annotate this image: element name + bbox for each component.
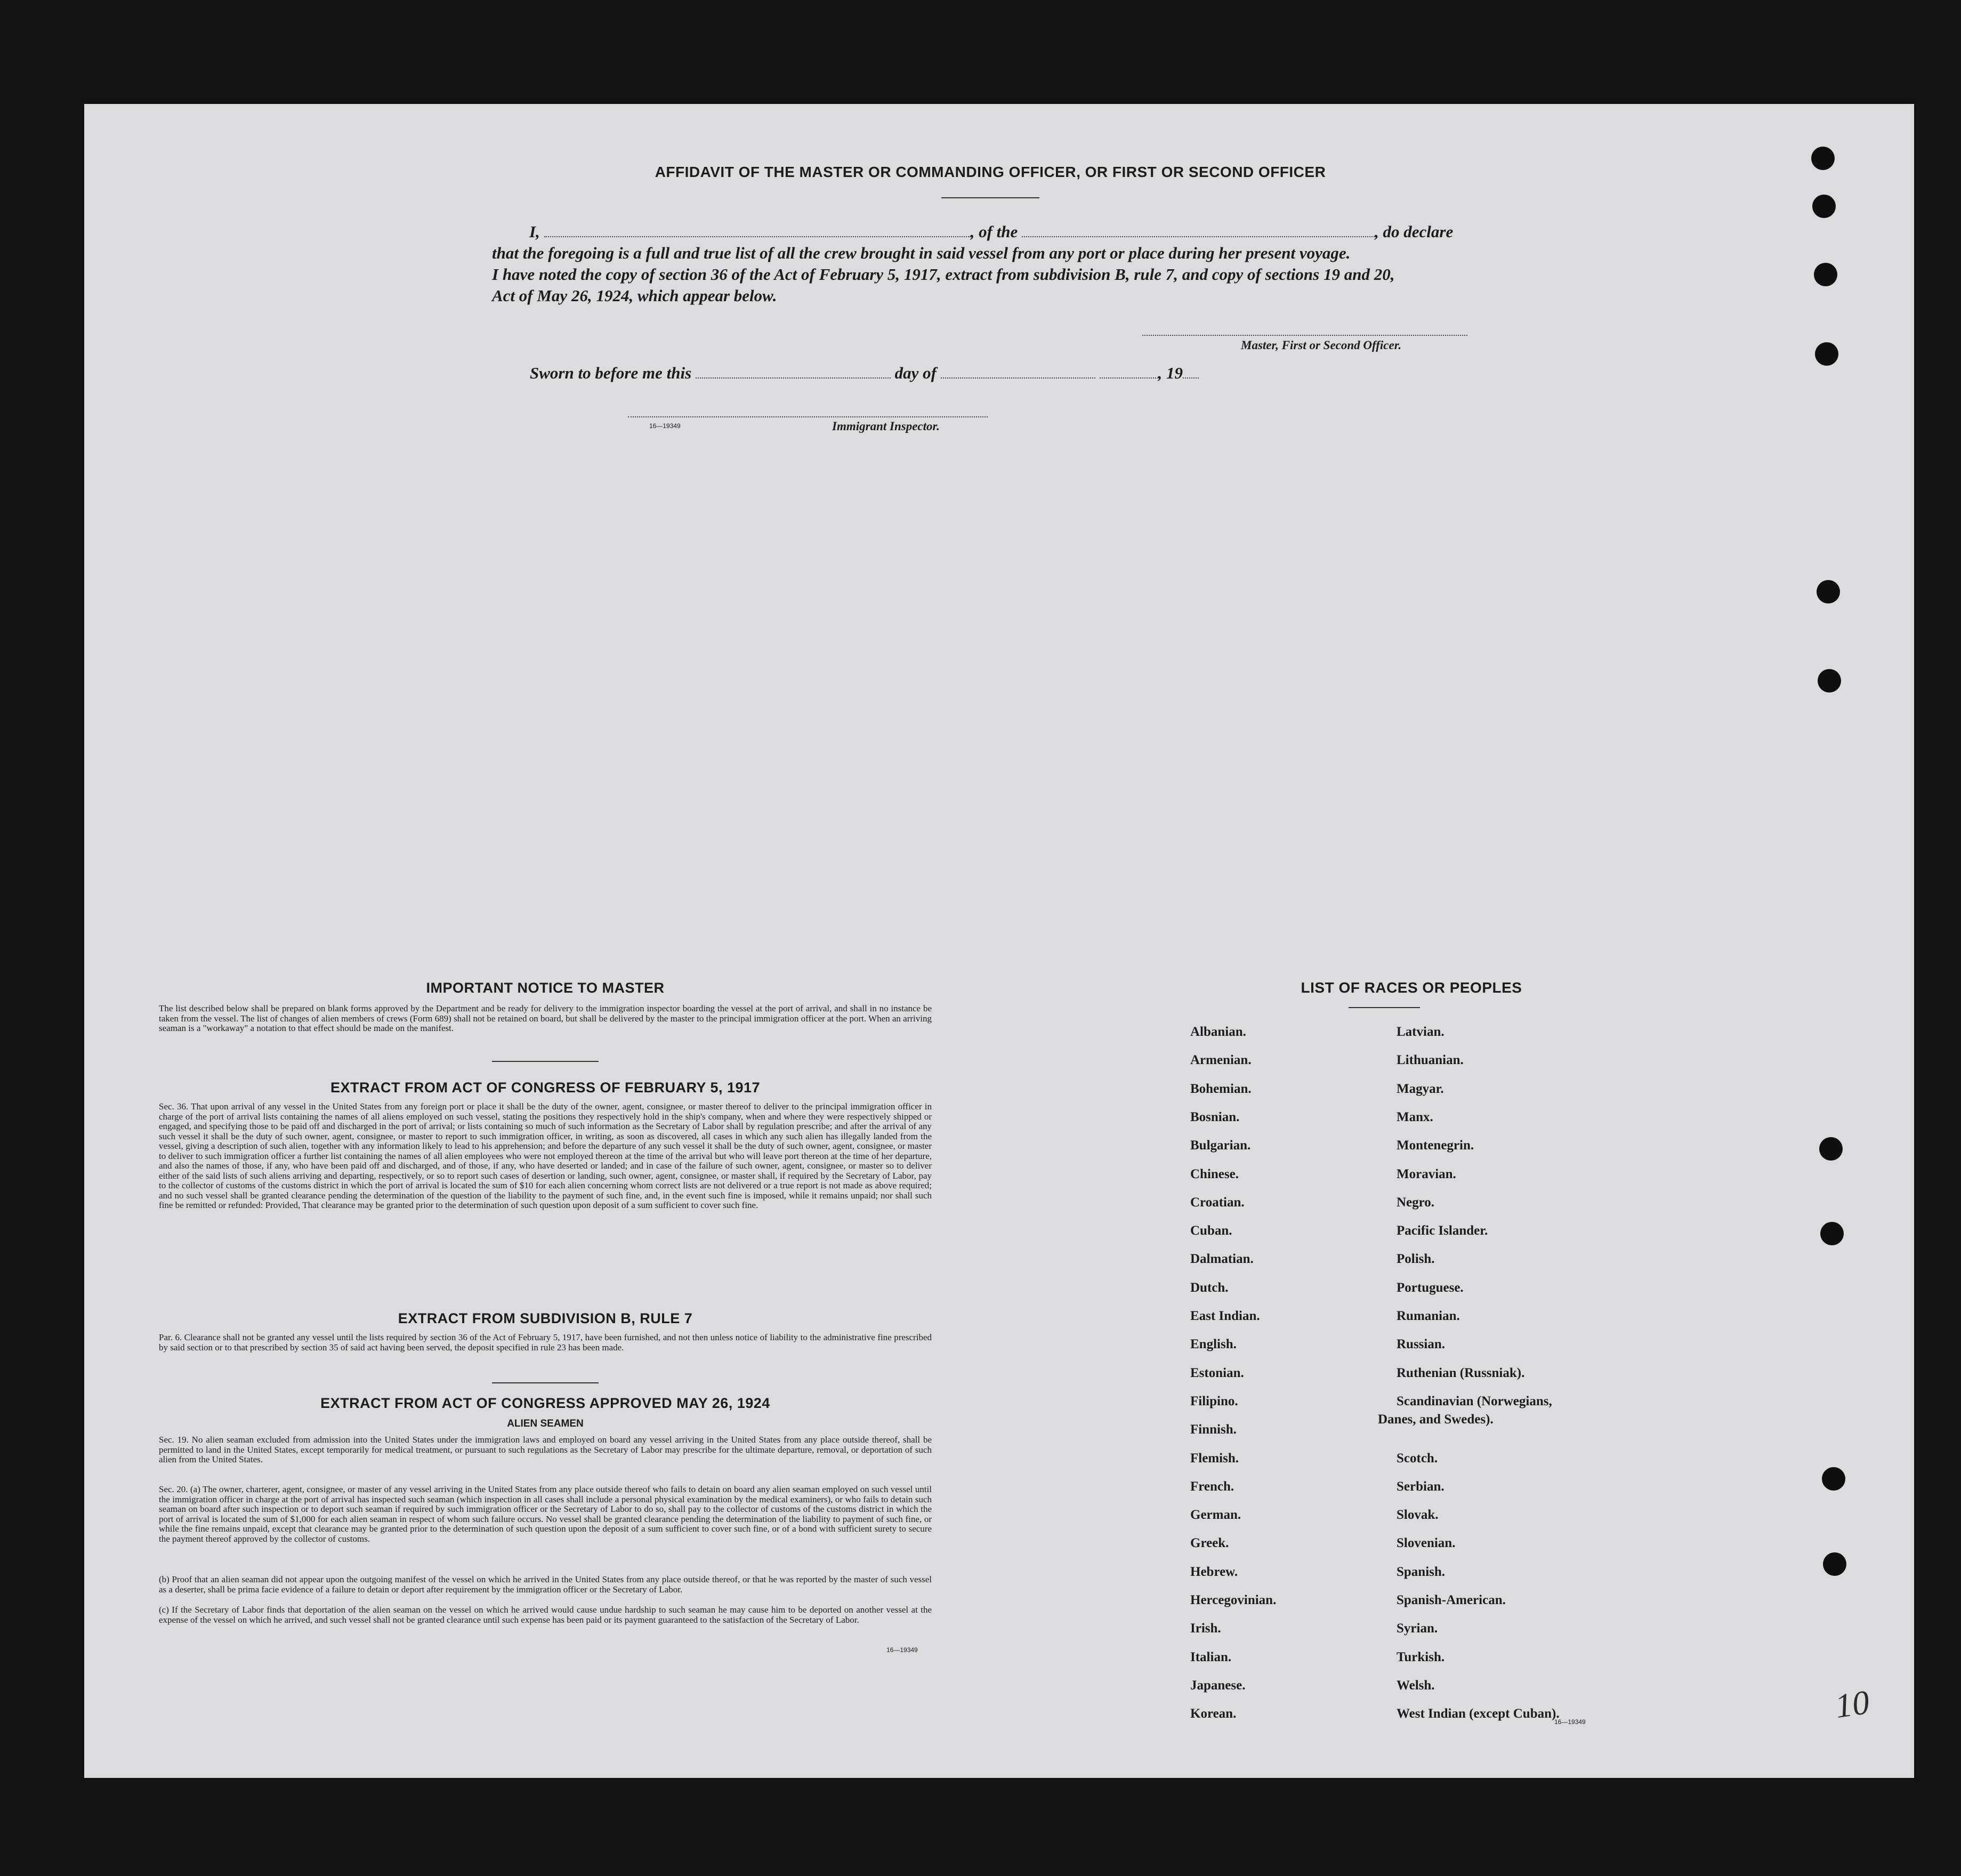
race-item-left: Bosnian. [1190,1109,1240,1124]
race-item-right: Syrian. [1397,1621,1438,1636]
affidavit-line-4: Act of May 26, 1924, which appear below. [492,286,777,305]
master-signature-line[interactable] [1142,334,1467,336]
race-scandinavian-continued: Danes, and Swedes). [1378,1412,1494,1427]
binder-hole [1819,1137,1843,1161]
race-item-left: Greek. [1190,1536,1229,1551]
binder-hole [1814,263,1837,286]
race-item-right: Scotch. [1397,1451,1438,1466]
race-item-left: Croatian. [1190,1195,1245,1210]
race-item-right: Russian. [1397,1337,1446,1352]
race-item-left: Irish. [1190,1621,1221,1636]
binder-hole [1812,195,1836,218]
master-label: Master, First or Second Officer. [1241,339,1402,352]
race-item-right: Lithuanian. [1397,1053,1464,1068]
year-prefix: , 19 [1158,364,1183,382]
race-item-left: Armenian. [1190,1053,1252,1068]
binder-hole [1815,342,1838,366]
extract-form-number: 16—19349 [886,1646,918,1654]
race-item-right: Montenegrin. [1397,1138,1474,1153]
binder-hole [1817,580,1840,603]
race-item-right: Rumanian. [1397,1309,1460,1323]
month-blank[interactable] [941,377,1095,379]
races-divider [1349,1007,1420,1008]
title-divider [941,197,1039,198]
extract-1917-title: EXTRACT FROM ACT OF CONGRESS OF FEBRUARY 5, 1917 [330,1080,761,1096]
extract-1924-sec20a: Sec. 20. (a) The owner, charterer, agent, consignee, or master of any vessel arriving in the United States from any place outside thereof who fails to detain on board any alien seaman employed on such vessel until the immigration officer in charge at the port of arrival has inspected such seaman (which inspection in all cases shall include a personal physical examination by the medical examiners), or who fails to detain such seaman on board after such inspection or to deport such seaman if required by such immigration officer or the Secretary of Labor to do so, shall pay to the collector of customs of the customs district in which the port of arrival is located the sum of $1,000 for each alien seaman in respect of whom such failure occurs. No vessel shall be granted clearance pending the determination of the liability to payment of such fine, or while the fine remains unpaid, except that clearance may be granted prior to the determination of such question upon the deposit of a sum sufficient to cover such fine, or of a bond with sufficient surety to secure the payment thereof approved by the collector of customs. [159,1484,932,1544]
extract-1924-sec20c: (c) If the Secretary of Labor finds that deportation of the alien seaman on the vessel on which he arrived would cause undue hardship to such seaman he may cause him to be deported on another vessel at the expense of the vessel on which he arrived, and such vessel shall not be granted clearance until such expense has been paid or its payment guaranteed to the satisfaction of the Secretary of Labor. [159,1605,932,1625]
race-item-right: Scandinavian (Norwegians, [1397,1394,1552,1408]
race-item-left: Bulgarian. [1190,1138,1251,1153]
race-item-right: Pacific Islander. [1397,1223,1488,1238]
affidavit-line-3: I have noted the copy of section 36 of the Act of February 5, 1917, extract from subdivision B, rule 7, and copy of sections 19 and 20, [492,265,1395,284]
extract-1924-title: EXTRACT FROM ACT OF CONGRESS APPROVED MAY 26, 1924 [320,1395,770,1411]
affidavit-line-2: that the foregoing is a full and true list of all the crew brought in said vessel from any port or place during her present voyage. [492,244,1351,262]
rule7-divider [492,1382,599,1383]
race-item-left: Flemish. [1190,1451,1239,1466]
inspector-label: Immigrant Inspector. [832,420,940,433]
race-item-left: Hebrew. [1190,1564,1238,1579]
sworn-text: Sworn to before me this [530,364,692,382]
notice-divider [492,1061,599,1062]
race-item-right: Spanish-American. [1397,1593,1506,1607]
race-item-right: Magyar. [1397,1081,1444,1096]
rule7-title: EXTRACT FROM SUBDIVISION B, RULE 7 [398,1310,693,1326]
race-item-left: Hercegovinian. [1190,1593,1277,1607]
vessel-blank[interactable] [1022,236,1375,237]
inspector-signature-line[interactable] [628,416,988,417]
alien-seamen-subtitle: ALIEN SEAMEN [507,1418,584,1429]
race-item-right: Welsh. [1397,1678,1435,1693]
extract-1924-sec20b: (b) Proof that an alien seaman did not appear upon the outgoing manifest of the vessel on which he arrived in the United States from any place outside thereof, or that he was reported by the master of such vessel as a deserter, shall be prima facie evidence of a failure to detain or deport after requirement by the immigration officer or the Secretary of Labor. [159,1574,932,1595]
binder-hole [1818,669,1841,693]
race-item-right: Turkish. [1397,1649,1445,1664]
race-item-left: Dalmatian. [1190,1252,1254,1267]
race-item-right: Serbian. [1397,1479,1444,1494]
race-item-right: Portuguese. [1397,1280,1464,1295]
race-item-left: English. [1190,1337,1237,1352]
binder-hole [1811,147,1835,170]
race-item-left: German. [1190,1508,1241,1523]
year-blank[interactable] [1183,377,1199,379]
affidavit-title: AFFIDAVIT OF THE MASTER OR COMMANDING OFFICER, OR FIRST OR SECOND OFFICER [655,164,1326,180]
rule7-body: Par. 6. Clearance shall not be granted any vessel until the lists required by section 36 of the Act of February 5, 1917, have been furnished, and not then unless notice of liability to the administrative fine prescribed by said section or to that prescribed by section 35 of said act having been served, the deposit specified in rule 23 has been made. [159,1332,932,1352]
race-item-left: Cuban. [1190,1223,1232,1238]
race-item-right: Negro. [1397,1195,1435,1210]
race-item-left: Finnish. [1190,1422,1237,1437]
name-blank[interactable] [544,236,971,237]
month-blank-2[interactable] [1100,377,1158,379]
race-item-left: French. [1190,1479,1234,1494]
race-item-right: West Indian (except Cuban). [1397,1706,1560,1721]
notice-title: IMPORTANT NOTICE TO MASTER [426,980,665,996]
sworn-line [530,364,1199,383]
binder-hole [1820,1222,1844,1245]
race-item-right: Ruthenian (Russniak). [1397,1365,1525,1380]
race-item-left: Korean. [1190,1706,1237,1721]
race-item-left: Bohemian. [1190,1081,1252,1096]
races-title: LIST OF RACES OR PEOPLES [1301,979,1522,996]
day-blank[interactable] [696,377,891,379]
day-of-text: day of [894,364,937,382]
race-item-left: Filipino. [1190,1394,1238,1408]
race-item-left: Italian. [1190,1649,1232,1664]
affidavit-line-1 [529,222,1453,241]
race-item-right: Slovak. [1397,1508,1439,1523]
affidavit-i: I, [529,222,540,241]
affidavit-form-number: 16—19349 [649,422,681,430]
race-item-right: Latvian. [1397,1025,1444,1039]
race-item-left: Chinese. [1190,1166,1239,1181]
race-item-right: Polish. [1397,1252,1435,1267]
margin-note: 10 [1833,1682,1872,1726]
binder-hole [1822,1467,1845,1491]
binder-hole [1823,1552,1846,1576]
race-item-left: Dutch. [1190,1280,1229,1295]
race-item-left: Japanese. [1190,1678,1246,1693]
affidavit-do-declare: , do declare [1375,222,1454,241]
notice-body: The list described below shall be prepared on blank forms approved by the Department and be ready for delivery to the immigration inspector boarding the vessel at the port of arrival, and shall in no instance be taken from the vessel. The list of changes of alien members of crews (Form 689) shall not be retained on board, but shall be delivered by the master to the principal immigration officer at the port. When an arriving seaman is a "workaway" a notation to that effect should be made on the manifest. [159,1003,932,1033]
extract-1917-body: Sec. 36. That upon arrival of any vessel in the United States from any foreign port or place it shall be the duty of the owner, agent, consignee, or master thereof to deliver to the principal immigration officer in charge of the port of arrival lists containing the names of all aliens employed on such vessel, stating the positions they respectively hold in the ship's company, when and where they were respectively shipped or engaged, and specifying those to be paid off and discharged in the port of arrival; or lists containing so much of such information as the Secretary of Labor shall by regulation prescribe; and after the arrival of any such vessel it shall be the duty of such owner, agent, consignee, or master to report to such immigration officer, in writing, as soon as discovered, all cases in which any such alien has illegally landed from the vessel, giving a description of such alien, together with any information likely to lead to his apprehension; and before the departure of any such vessel it shall be the duty of such owner, agent, consignee, or master to deliver to such immigration officer a further list containing the names of all alien employees who were not employed thereon at the time of the arrival but who will leave port thereon at the time of her departure, and also the names of those, if any, who have been paid off and discharged, and of those, if any, who have deserted or landed; and in case of the failure of such owner, agent, consignee, or master so to deliver either of the said lists of such aliens arriving and departing, respectively, or so to report such cases of desertion or landing, such owner, agent, consignee, or master shall, if required by the Secretary of Labor, pay to the collector of customs of the customs district in which the port of arrival is located the sum of $10 for each alien concerning whom correct lists are not delivered or a true report is not made as above required; and no such vessel shall be granted clearance pending the determination of the question of the liability to the payment of such fine, and, in the event such fine is imposed, while it remains unpaid; nor shall such fine be remitted or refunded: Provided, That clearance may be granted prior to the determination of such question upon deposit of a sum sufficient to cover such fine. [159,1101,932,1210]
affidavit-of-the: , of the [970,222,1018,241]
race-item-left: Albanian. [1190,1025,1246,1039]
document-page [84,104,1914,1778]
race-item-right: Manx. [1397,1109,1433,1124]
race-item-right: Moravian. [1397,1166,1456,1181]
race-item-right: Slovenian. [1397,1536,1456,1551]
extract-1924-sec19: Sec. 19. No alien seaman excluded from admission into the United States under the immigration laws and employed on board any vessel arriving in the United States from any place outside thereof, shall be permitted to land in the United States, except temporarily for medical treatment, or pursuant to such regulations as the Secretary of Labor may prescribe for the ultimate departure, removal, or deportation of such alien from the United States. [159,1435,932,1464]
races-form-number: 16—19349 [1554,1718,1586,1726]
race-item-left: Estonian. [1190,1365,1244,1380]
race-item-left: East Indian. [1190,1309,1260,1323]
race-item-right: Spanish. [1397,1564,1446,1579]
